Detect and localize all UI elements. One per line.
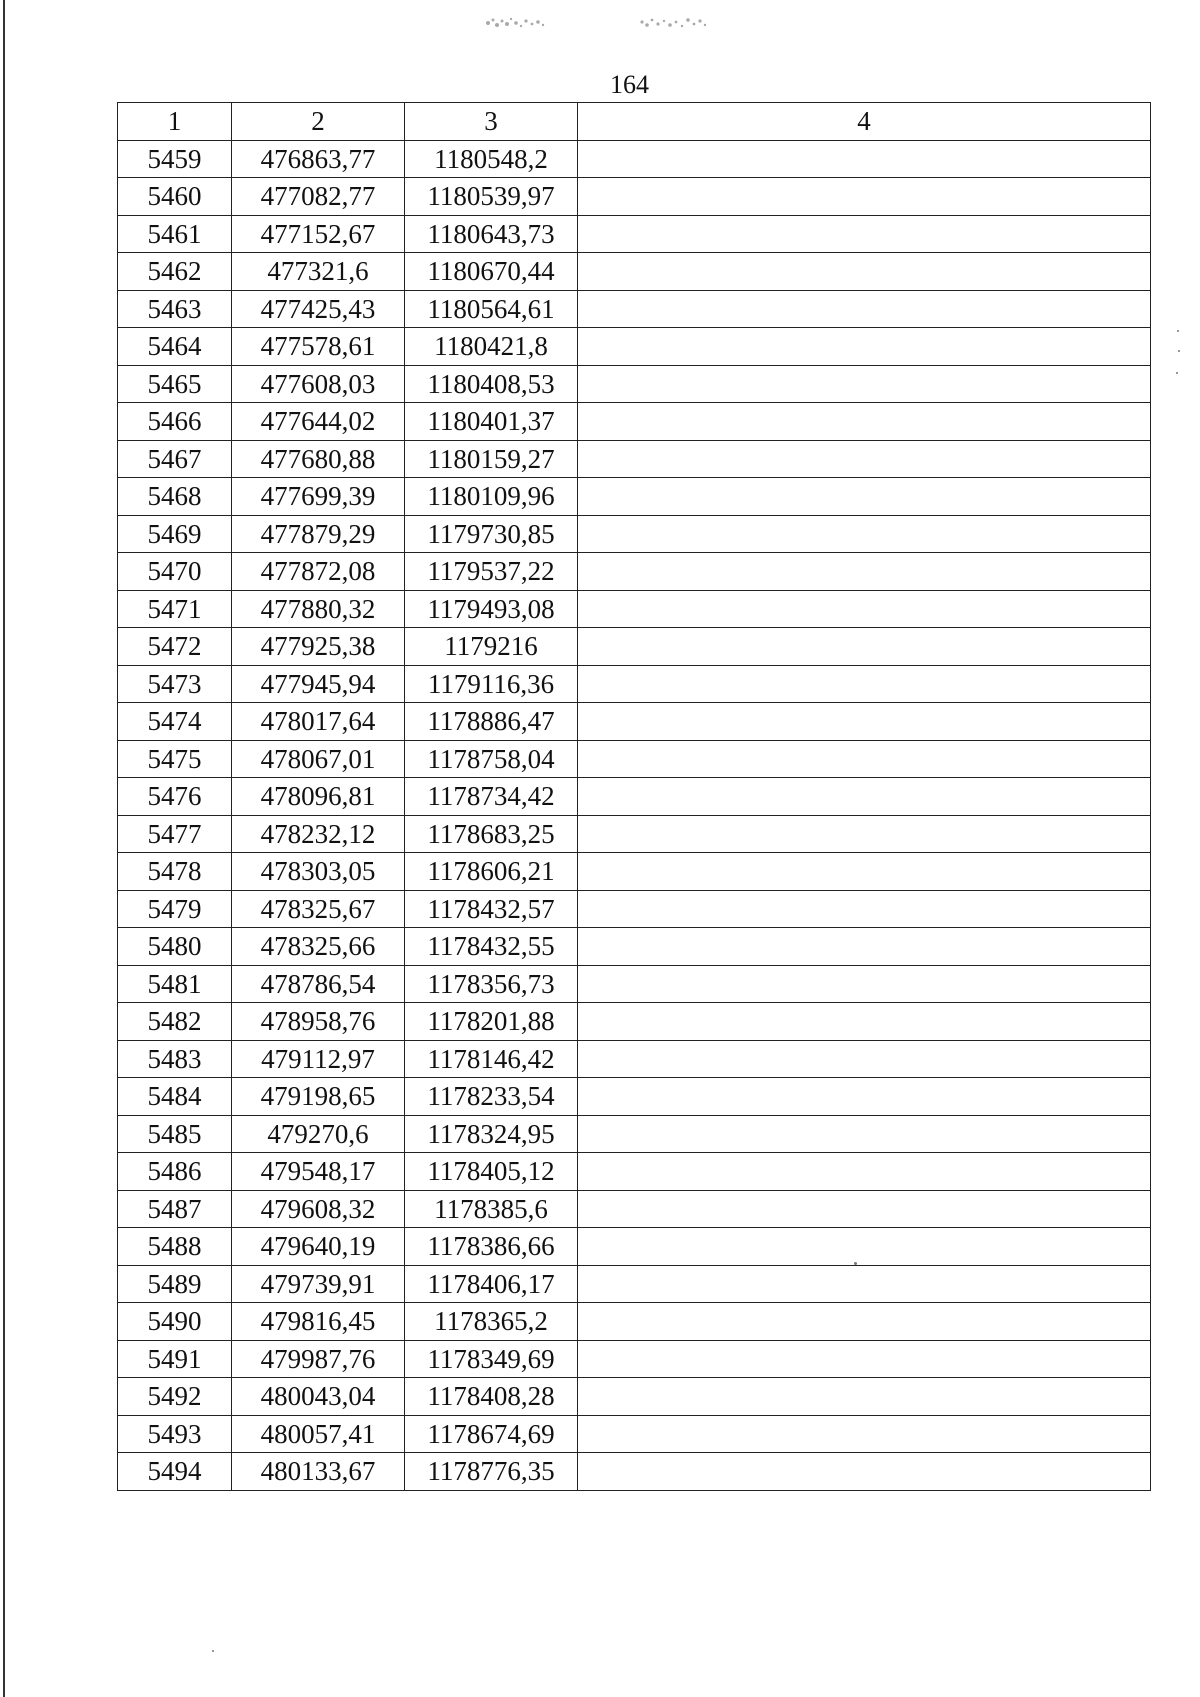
table-row <box>118 553 1151 591</box>
table-row <box>118 515 1151 553</box>
table-cell: 1178683,25 <box>405 815 578 853</box>
table-row <box>118 1115 1151 1153</box>
table-cell: 1178406,17 <box>405 1265 578 1303</box>
table-row <box>118 290 1151 328</box>
table-row <box>118 403 1151 441</box>
scan-speck <box>1178 350 1180 352</box>
faded-stamp-mark <box>478 10 558 36</box>
table-cell: 5478 <box>118 853 232 891</box>
table-cell: 479608,32 <box>232 1190 405 1228</box>
table-cell <box>578 890 1151 928</box>
faded-stamp-mark <box>634 10 714 36</box>
table-cell: 1179537,22 <box>405 553 578 591</box>
table-cell: 5477 <box>118 815 232 853</box>
table-cell: 1180670,44 <box>405 253 578 291</box>
table-cell: 477872,08 <box>232 553 405 591</box>
scan-speck <box>1176 372 1178 374</box>
table-cell <box>578 1040 1151 1078</box>
table-cell <box>578 703 1151 741</box>
table-row <box>118 478 1151 516</box>
table-cell <box>578 553 1151 591</box>
table-row <box>118 815 1151 853</box>
table-cell: 5493 <box>118 1415 232 1453</box>
table-cell: 1178349,69 <box>405 1340 578 1378</box>
table-cell: 478786,54 <box>232 965 405 1003</box>
table-cell: 478017,64 <box>232 703 405 741</box>
table-cell: 480057,41 <box>232 1415 405 1453</box>
table-cell: 1178408,28 <box>405 1378 578 1416</box>
table-cell: 5463 <box>118 290 232 328</box>
table-cell: 477152,67 <box>232 215 405 253</box>
table-row <box>118 253 1151 291</box>
table-cell: 477321,6 <box>232 253 405 291</box>
table-cell: 479987,76 <box>232 1340 405 1378</box>
table-row <box>118 778 1151 816</box>
table-cell: 1178432,55 <box>405 928 578 966</box>
table-cell: 5468 <box>118 478 232 516</box>
scan-speck <box>212 1650 214 1652</box>
table-row <box>118 1453 1151 1491</box>
table-cell: 477880,32 <box>232 590 405 628</box>
table-cell: 479198,65 <box>232 1078 405 1116</box>
table-cell: 5483 <box>118 1040 232 1078</box>
table-cell: 5464 <box>118 328 232 366</box>
table-cell: 476863,77 <box>232 140 405 178</box>
table-cell: 477082,77 <box>232 178 405 216</box>
column-header: 2 <box>232 103 405 141</box>
table-cell: 5462 <box>118 253 232 291</box>
table-cell: 5465 <box>118 365 232 403</box>
column-header: 4 <box>578 103 1151 141</box>
table-cell: 5489 <box>118 1265 232 1303</box>
table-row <box>118 1415 1151 1453</box>
table-cell <box>578 628 1151 666</box>
table-cell: 5492 <box>118 1378 232 1416</box>
table-cell: 1178385,6 <box>405 1190 578 1228</box>
table-cell: 477608,03 <box>232 365 405 403</box>
table-row <box>118 178 1151 216</box>
table-row <box>118 1003 1151 1041</box>
table-cell: 5490 <box>118 1303 232 1341</box>
table-cell: 5472 <box>118 628 232 666</box>
table-cell: 1178606,21 <box>405 853 578 891</box>
table-row <box>118 965 1151 1003</box>
table-row <box>118 1190 1151 1228</box>
page-number: 164 <box>610 70 649 99</box>
table-row <box>118 740 1151 778</box>
table-cell: 1180159,27 <box>405 440 578 478</box>
table-row <box>118 1340 1151 1378</box>
table-row <box>118 440 1151 478</box>
table-cell: 5484 <box>118 1078 232 1116</box>
table-row <box>118 1265 1151 1303</box>
table-cell: 1180643,73 <box>405 215 578 253</box>
table-cell: 1178776,35 <box>405 1453 578 1491</box>
table-cell: 5491 <box>118 1340 232 1378</box>
table-cell <box>578 403 1151 441</box>
table-cell: 477879,29 <box>232 515 405 553</box>
table-cell: 477578,61 <box>232 328 405 366</box>
table-cell: 5469 <box>118 515 232 553</box>
table-row <box>118 928 1151 966</box>
table-cell: 5467 <box>118 440 232 478</box>
table-cell: 1180564,61 <box>405 290 578 328</box>
table-cell: 478325,67 <box>232 890 405 928</box>
table-cell: 1178386,66 <box>405 1228 578 1266</box>
table-cell: 479548,17 <box>232 1153 405 1191</box>
table-cell: 1179116,36 <box>405 665 578 703</box>
table-cell: 1180548,2 <box>405 140 578 178</box>
table-cell: 5479 <box>118 890 232 928</box>
table-cell <box>578 590 1151 628</box>
table-cell: 1178758,04 <box>405 740 578 778</box>
table-cell <box>578 440 1151 478</box>
table-header-row <box>118 103 1151 141</box>
table-cell <box>578 928 1151 966</box>
table-cell: 5485 <box>118 1115 232 1153</box>
table-row <box>118 853 1151 891</box>
table-cell <box>578 1115 1151 1153</box>
table-cell: 478232,12 <box>232 815 405 853</box>
table-cell <box>578 853 1151 891</box>
table-cell: 480133,67 <box>232 1453 405 1491</box>
table-cell <box>578 365 1151 403</box>
table-cell: 478303,05 <box>232 853 405 891</box>
table-cell: 479816,45 <box>232 1303 405 1341</box>
table-cell: 477925,38 <box>232 628 405 666</box>
table-row <box>118 365 1151 403</box>
table-row <box>118 628 1151 666</box>
table-cell: 5474 <box>118 703 232 741</box>
table-cell <box>578 478 1151 516</box>
table-row <box>118 1378 1151 1416</box>
table-row <box>118 703 1151 741</box>
table-cell: 5494 <box>118 1453 232 1491</box>
table-cell: 5482 <box>118 1003 232 1041</box>
table-cell: 1178886,47 <box>405 703 578 741</box>
table-cell <box>578 1415 1151 1453</box>
table-row <box>118 215 1151 253</box>
table-cell: 5459 <box>118 140 232 178</box>
table-row <box>118 590 1151 628</box>
table-cell: 478325,66 <box>232 928 405 966</box>
table-cell: 5461 <box>118 215 232 253</box>
table-cell <box>578 815 1151 853</box>
table-cell: 477699,39 <box>232 478 405 516</box>
table-cell: 1178734,42 <box>405 778 578 816</box>
table-cell: 5460 <box>118 178 232 216</box>
table-cell <box>578 328 1151 366</box>
table-cell: 5471 <box>118 590 232 628</box>
table-cell <box>578 1340 1151 1378</box>
table-cell: 480043,04 <box>232 1378 405 1416</box>
table-cell: 1179730,85 <box>405 515 578 553</box>
table-cell: 1180408,53 <box>405 365 578 403</box>
scan-speck <box>1177 330 1179 332</box>
table-cell <box>578 1153 1151 1191</box>
table-cell: 1179493,08 <box>405 590 578 628</box>
table-cell <box>578 965 1151 1003</box>
column-header: 1 <box>118 103 232 141</box>
table-cell: 5476 <box>118 778 232 816</box>
table-cell <box>578 1378 1151 1416</box>
table-cell: 477680,88 <box>232 440 405 478</box>
table-cell: 478958,76 <box>232 1003 405 1041</box>
table-cell: 1178146,42 <box>405 1040 578 1078</box>
table-cell <box>578 1078 1151 1116</box>
table-cell <box>578 140 1151 178</box>
table-cell: 1180539,97 <box>405 178 578 216</box>
table-cell: 1180421,8 <box>405 328 578 366</box>
table-cell: 479270,6 <box>232 1115 405 1153</box>
table-cell <box>578 740 1151 778</box>
table-cell: 5487 <box>118 1190 232 1228</box>
table-cell: 1180109,96 <box>405 478 578 516</box>
table-cell: 1178405,12 <box>405 1153 578 1191</box>
table-row <box>118 890 1151 928</box>
table-cell: 478067,01 <box>232 740 405 778</box>
table-cell: 1178324,95 <box>405 1115 578 1153</box>
table-row <box>118 1303 1151 1341</box>
left-margin-rule <box>3 0 5 1697</box>
table-cell: 5486 <box>118 1153 232 1191</box>
table-row <box>118 140 1151 178</box>
table-cell: 5488 <box>118 1228 232 1266</box>
table-cell: 478096,81 <box>232 778 405 816</box>
table-cell: 1178356,73 <box>405 965 578 1003</box>
table-cell: 5466 <box>118 403 232 441</box>
table-cell: 1178201,88 <box>405 1003 578 1041</box>
table-cell: 479112,97 <box>232 1040 405 1078</box>
scan-speck <box>854 1262 857 1265</box>
table-cell <box>578 1003 1151 1041</box>
table-cell: 477425,43 <box>232 290 405 328</box>
table-row <box>118 1078 1151 1116</box>
table-cell: 1178365,2 <box>405 1303 578 1341</box>
table-cell <box>578 290 1151 328</box>
table-cell <box>578 515 1151 553</box>
table-cell: 5480 <box>118 928 232 966</box>
table-row <box>118 1040 1151 1078</box>
column-header: 3 <box>405 103 578 141</box>
table-cell: 1178432,57 <box>405 890 578 928</box>
coordinates-table <box>117 102 1151 1491</box>
table-row <box>118 1153 1151 1191</box>
table-cell: 479640,19 <box>232 1228 405 1266</box>
table-cell: 5481 <box>118 965 232 1003</box>
table-cell <box>578 1453 1151 1491</box>
table-cell: 5475 <box>118 740 232 778</box>
table-cell: 1179216 <box>405 628 578 666</box>
table-cell <box>578 1228 1151 1266</box>
table-cell: 5470 <box>118 553 232 591</box>
table-cell: 479739,91 <box>232 1265 405 1303</box>
table-cell <box>578 778 1151 816</box>
table-row <box>118 328 1151 366</box>
table-cell <box>578 665 1151 703</box>
table-cell <box>578 1303 1151 1341</box>
table-cell: 1178233,54 <box>405 1078 578 1116</box>
table-row <box>118 665 1151 703</box>
table-cell <box>578 1265 1151 1303</box>
table-cell: 5473 <box>118 665 232 703</box>
table-cell <box>578 178 1151 216</box>
table-row <box>118 1228 1151 1266</box>
table-cell: 1180401,37 <box>405 403 578 441</box>
table-cell <box>578 215 1151 253</box>
table-cell <box>578 253 1151 291</box>
table-cell: 477644,02 <box>232 403 405 441</box>
table-cell <box>578 1190 1151 1228</box>
table-cell: 477945,94 <box>232 665 405 703</box>
table-cell: 1178674,69 <box>405 1415 578 1453</box>
